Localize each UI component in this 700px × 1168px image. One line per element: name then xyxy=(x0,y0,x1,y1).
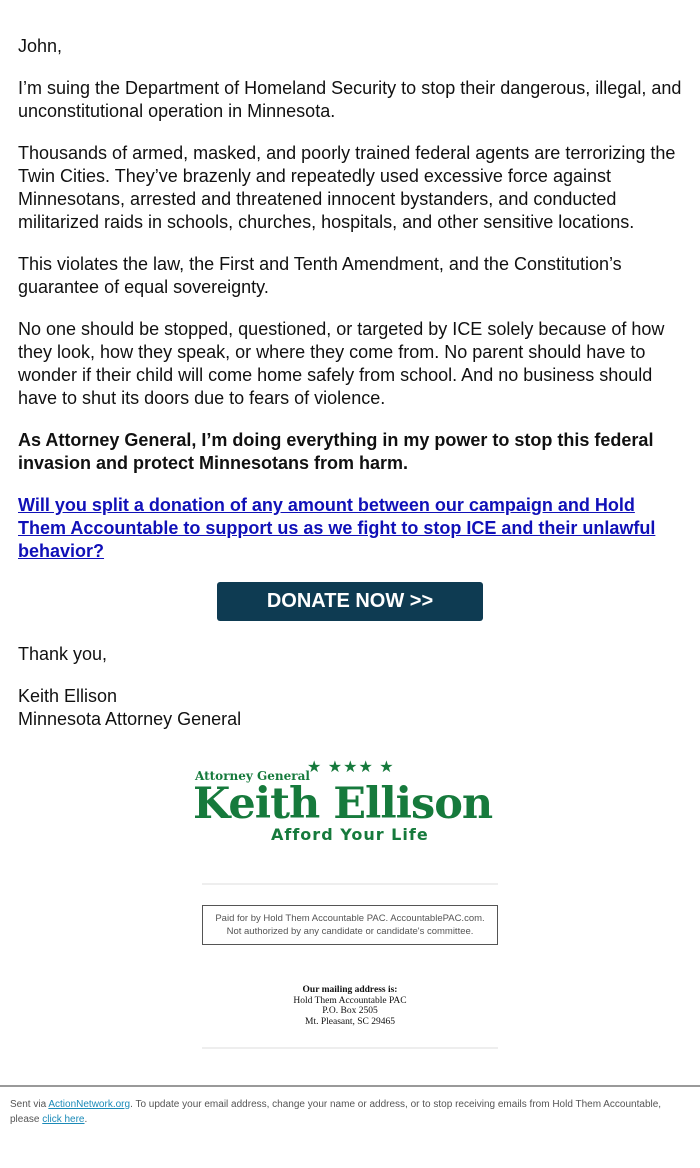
mailing-address xyxy=(0,985,700,1027)
keith-ellison-logo xyxy=(185,757,515,847)
paragraph: Thousands of armed, masked, and poorly trained federal agents are terrorizing the Twin Cities. They’ve brazenly and repeatedly used excessive force against Minnesotans, arrested and threatened innocent bystanders, and conducted militarized raids in schools, churches, hospitals, and other sensitive locations. xyxy=(18,143,676,232)
footer-text: . xyxy=(84,1114,88,1125)
paid-for-disclaimer: Paid for by Hold Them Accountable PAC. AccountablePAC.com. Not authorized by any candidate or candidate's committee. xyxy=(202,905,498,945)
paragraph: This violates the law, the First and Tenth Amendment, and the Constitution’s guarantee of equal sovereignty. xyxy=(18,254,622,297)
footer xyxy=(0,1085,700,1157)
footer-text: . To update your email address, change your name or address, or to stop receiving emails from Hold Them Accountable, please xyxy=(10,1099,662,1125)
unsubscribe-link[interactable]: click here xyxy=(42,1114,85,1125)
logo-name: Keith Ellison xyxy=(193,779,493,829)
paragraph: I’m suing the Department of Homeland Security to stop their dangerous, illegal, and unconstitutional operation in Minnesota. xyxy=(18,78,682,121)
logo-attorney-general: Attorney General xyxy=(195,769,310,783)
actionnetwork-link[interactable]: ActionNetwork.org xyxy=(48,1099,131,1110)
donate-now-button[interactable]: DONATE NOW >> xyxy=(217,582,483,621)
footer-text: Sent via xyxy=(10,1099,49,1110)
mailing-box: P.O. Box 2505 xyxy=(322,1006,378,1016)
mailing-city: Mt. Pleasant, SC 29465 xyxy=(305,1016,395,1027)
donation-link[interactable]: Will you split a donation of any amount between our campaign and Hold Them Accountable to support us as we fight to stop ICE and their unlawful behavior? xyxy=(18,495,656,561)
signature-name: Keith Ellison xyxy=(18,686,118,706)
logo-tagline: Afford Your Life xyxy=(271,825,429,844)
divider xyxy=(202,883,498,885)
signature-title: Minnesota Attorney General xyxy=(18,709,242,729)
divider xyxy=(202,1047,498,1049)
closing: Thank you, xyxy=(18,644,108,664)
bold-paragraph: As Attorney General, I’m doing everything in my power to stop this federal invasion and protect Minnesotans from harm. xyxy=(18,430,654,473)
stars-icon: ★ ★★★ ★ xyxy=(307,759,395,776)
greeting: John, xyxy=(18,36,63,56)
mailing-heading: Our mailing address is: xyxy=(302,985,398,995)
paragraph: No one should be stopped, questioned, or targeted by ICE solely because of how they look, how they speak, or where they come from. No parent should have to wonder if their child will come home safely from school. And no business should have to shut its doors due to fears of violence. xyxy=(18,319,665,408)
mailing-org: Hold Them Accountable PAC xyxy=(293,995,407,1006)
